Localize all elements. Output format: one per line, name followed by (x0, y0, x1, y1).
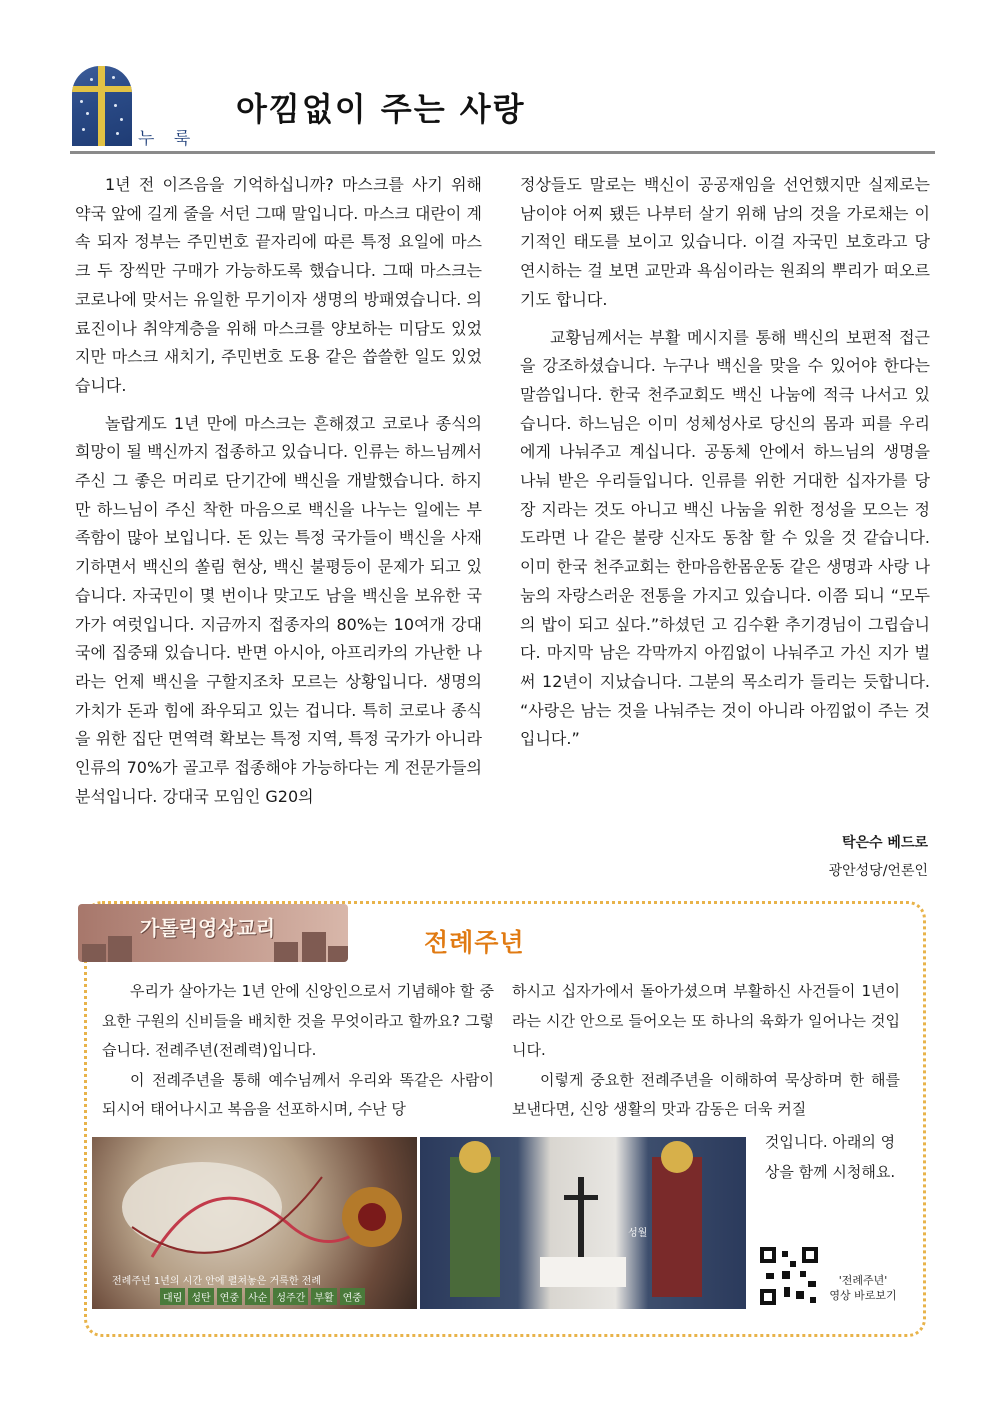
article-column-right (520, 171, 930, 754)
article-paragraph: 1년 전 이즈음을 기억하십니까? 마스크를 사기 위해 약국 앞에 길게 줄을 서던 그때 말입니다. 마스크 대란이 계속 되자 정부는 주민번호 끝자리에 따른 특정 요일에 마스크 두 장씩만 구매가 가능하도록 했습니다. 그때 마스크는 코로나에 맞서는 유일한 무기이자 생명의 방패였습니다. 의료진이나 취약계층을 위해 마스크를 양보하는 미담도 있었지만 마스크 새치기, 주민번호 도용 같은 씁쓸한 일도 있었습니다. (75, 175, 482, 395)
liturgy-photo-crown (92, 1137, 417, 1309)
author-name: 탁은수 베드로 (841, 835, 928, 851)
season-label: 대림 (160, 1288, 185, 1305)
qr-caption-action[interactable]: 영상 바로보기 (829, 1289, 897, 1302)
liturgy-tail-text: 것입니다. 아래의 영상을 함께 시청해요. (764, 1133, 896, 1181)
photo-caption: 성월 (628, 1228, 648, 1239)
liturgy-paragraph: 하시고 십자가에서 돌아가셨으며 부활하신 사건들이 1년이라는 시간 안으로 들어오는 또 하나의 육화가 일어나는 것입니다. (512, 982, 900, 1059)
liturgy-paragraph: 이렇게 중요한 전례주년을 이해하여 묵상하며 한 해를 보낸다면, 신앙 생활의 맛과 감동은 더욱 커질 (512, 1070, 900, 1118)
season-label: 사순 (245, 1288, 270, 1305)
photo-caption: 전례주년 1년의 시간 안에 펼쳐놓은 거룩한 전례 (112, 1276, 321, 1287)
page-title: 아낌없이 주는 사랑 (236, 90, 526, 128)
season-label: 연중 (217, 1288, 242, 1305)
liturgy-photo-altar (420, 1137, 746, 1309)
author-affiliation: 광안성당/언론인 (828, 863, 928, 879)
season-label: 성주간 (273, 1288, 308, 1305)
article-paragraph: 놀랍게도 1년 만에 마스크는 흔해졌고 코로나 종식의 희망이 될 백신까지 접종하고 있습니다. 인류는 하느님께서 주신 그 좋은 머리로 단기간에 백신을 개발했습니다. 하지만 하느님이 주신 착한 마음으로 백신을 나누는 일에는 부족함이 많아 보입니다. 돈 있는 특정 국가들이 백신을 사재기하면서 백신의 쏠림 현상, 백신 불평등이 문제가 되고 있습니다. 자국민이 몇 번이나 맞고도 남을 백신을 보유한 국가가 여럿입니다. 지금까지 접종자의 80%는 10여개 강대국에 집중돼 있습니다. 반면 아시아, 아프리카의 가난한 나라는 언제 백신을 구할지조차 모르는 상황입니다. 생명의 가치가 돈과 힘에 좌우되고 있는 겁니다. 특히 코로나 종식을 위한 집단 면역력 확보는 특정 지역, 특정 국가가 아니라 인류의 70%가 골고루 접종해야 가능하다는 게 전문가들의 분석입니다. 강대국 모임인 G20의 (75, 413, 482, 806)
liturgy-column-right (512, 977, 900, 1125)
season-label: 연중 (340, 1288, 365, 1305)
season-label: 부활 (311, 1288, 336, 1305)
liturgical-calendar-strip (160, 1288, 365, 1305)
header-divider (70, 151, 935, 154)
liturgy-title: 전례주년 (424, 928, 525, 957)
qr-code-icon[interactable] (760, 1247, 818, 1305)
qr-caption-title: '전례주년' (838, 1274, 888, 1287)
section-label: 누 룩 (138, 129, 198, 149)
season-label: 성탄 (188, 1288, 213, 1305)
article-column-left (75, 171, 482, 811)
cross-logo-icon (72, 66, 132, 146)
liturgy-column-left (102, 977, 494, 1125)
liturgy-paragraph: 이 전례주년을 통해 예수님께서 우리와 똑같은 사람이 되시어 태어나시고 복음을 선포하시며, 수난 당 (102, 1070, 494, 1118)
article-paragraph: 정상들도 말로는 백신이 공공재임을 선언했지만 실제로는 남이야 어찌 됐든 나부터 살기 위해 남의 것을 가로채는 이기적인 태도를 보이고 있습니다. 이걸 자국민 보호라고 당연시하는 걸 보면 교만과 욕심이라는 원죄의 뿌리가 떠오르기도 합니다. (520, 175, 930, 309)
liturgy-paragraph: 우리가 살아가는 1년 안에 신앙인으로서 기념해야 할 중요한 구원의 신비들을 배치한 것을 무엇이라고 할까요? 그렇습니다. 전례주년(전례력)입니다. (102, 982, 494, 1059)
qr-caption (822, 1273, 904, 1303)
article-paragraph: 교황님께서는 부활 메시지를 통해 백신의 보편적 접근을 강조하셨습니다. 누구나 백신을 맞을 수 있어야 한다는 말씀입니다. 한국 천주교회도 백신 나눔에 적극 나서고 있습니다. 하느님은 이미 성체성사로 당신의 몸과 피를 우리에게 나눠주고 계십니다. 공동체 안에서 하느님의 생명을 나눠 받은 우리들입니다. 인류를 위한 거대한 십자가를 당장 지라는 것도 아니고 백신 나눔을 위한 정성을 모으는 정도라면 나 같은 불량 신자도 동참 할 수 있을 것 같습니다. 이미 한국 천주교회는 한마음한몸운동 같은 생명과 사랑 나눔의 자랑스러운 전통을 가지고 있습니다. 이쯤 되니 “모두의 밥이 되고 싶다.”하셨던 고 김수환 추기경님이 그립습니다. 마지막 남은 각막까지 아낌없이 나눠주고 가신 지가 벌써 12년이 지났습니다. 그분의 목소리가 들리는 듯합니다. “사랑은 남는 것을 나눠주는 것이 아니라 아낌없이 주는 것입니다.” (520, 327, 930, 749)
banner-text: 가톨릭영상교리 (140, 916, 276, 940)
